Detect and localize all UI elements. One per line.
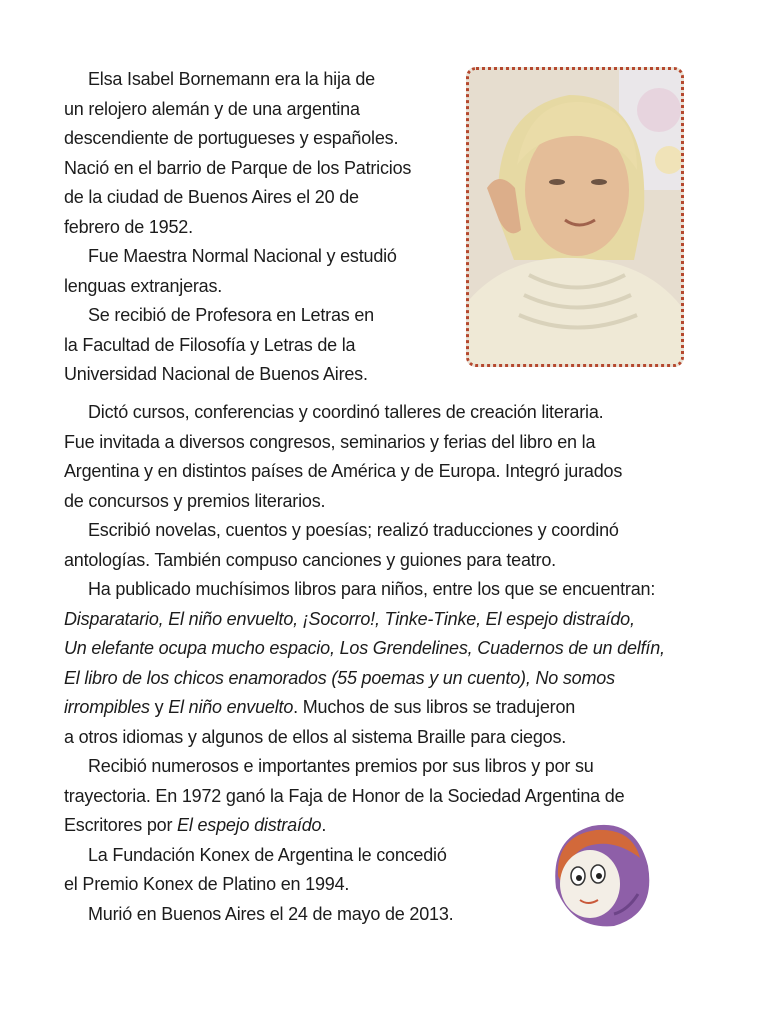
book-title: irrompibles	[64, 697, 150, 717]
text-line: trayectoria. En 1972 ganó la Faja de Honor de la Sociedad Argentina de	[64, 785, 625, 806]
text-line: Argentina y en distintos países de América y de Europa. Integró jurados	[64, 461, 623, 481]
portrait-image	[469, 70, 681, 364]
portrait-photo	[466, 67, 684, 367]
text-fragment: Escritores por	[64, 815, 178, 835]
text-line: de concursos y premios literarios.	[64, 490, 326, 511]
text-line: Universidad Nacional de Buenos Aires.	[64, 364, 368, 384]
text-line: Dictó cursos, conferencias y coordinó talleres de creación literaria.	[88, 402, 604, 422]
text-line: la Facultad de Filosofía y Letras de la	[64, 334, 356, 355]
text-line: Fue Maestra Normal Nacional y estudió	[88, 246, 397, 266]
book-title: El espejo distraído	[177, 815, 322, 835]
book-titles-line: Disparatario, El niño envuelto, ¡Socorro!, Tinke-Tinke, El espejo distraído,	[64, 608, 635, 629]
text-line: febrero de 1952.	[64, 216, 193, 237]
text-line: el Premio Konex de Platino en 1994.	[64, 874, 350, 894]
text-line	[64, 693, 665, 723]
text-line: Ha publicado muchísimos libros para niños, entre los que se encuentran:	[88, 579, 656, 599]
text-line: Escribió novelas, cuentos y poesías; realizó traducciones y coordinó	[88, 520, 619, 540]
text-line: Elsa Isabel Bornemann era la hija de	[88, 69, 375, 89]
text-line: Nació en el barrio de Parque de los Patricios	[64, 157, 412, 178]
text-line: Recibió numerosos e importantes premios por sus libros y por su	[88, 756, 594, 776]
text-line: antologías. También compuso canciones y guiones para teatro.	[64, 549, 556, 570]
text-line: Se recibió de Profesora en Letras en	[88, 305, 374, 325]
egg-character-icon	[544, 818, 654, 930]
book-titles-line: El libro de los chicos enamorados (55 poemas y un cuento), No somos	[64, 667, 615, 688]
book-title: El niño envuelto	[168, 697, 294, 717]
biography-intro	[64, 65, 411, 390]
text-line: La Fundación Konex de Argentina le concedió	[88, 844, 447, 865]
egg-character-illustration	[544, 818, 654, 930]
text-fragment: y	[149, 697, 169, 717]
text-fragment: . Muchos de sus libros se tradujeron	[293, 697, 576, 717]
text-line: lenguas extranjeras.	[64, 275, 223, 296]
text-line: de la ciudad de Buenos Aires el 20 de	[64, 187, 359, 207]
text-line: Murió en Buenos Aires el 24 de mayo de 2013.	[88, 903, 454, 924]
text-line: un relojero alemán y de una argentina	[64, 98, 360, 119]
text-line: Fue invitada a diversos congresos, seminarios y ferias del libro en la	[64, 431, 596, 452]
text-line: descendiente de portugueses y españoles.	[64, 128, 399, 148]
text-line: a otros idiomas y algunos de ellos al sistema Braille para ciegos.	[64, 726, 567, 747]
book-titles-line: Un elefante ocupa mucho espacio, Los Grendelines, Cuadernos de un delfín,	[64, 638, 665, 658]
text-fragment: .	[321, 815, 327, 835]
